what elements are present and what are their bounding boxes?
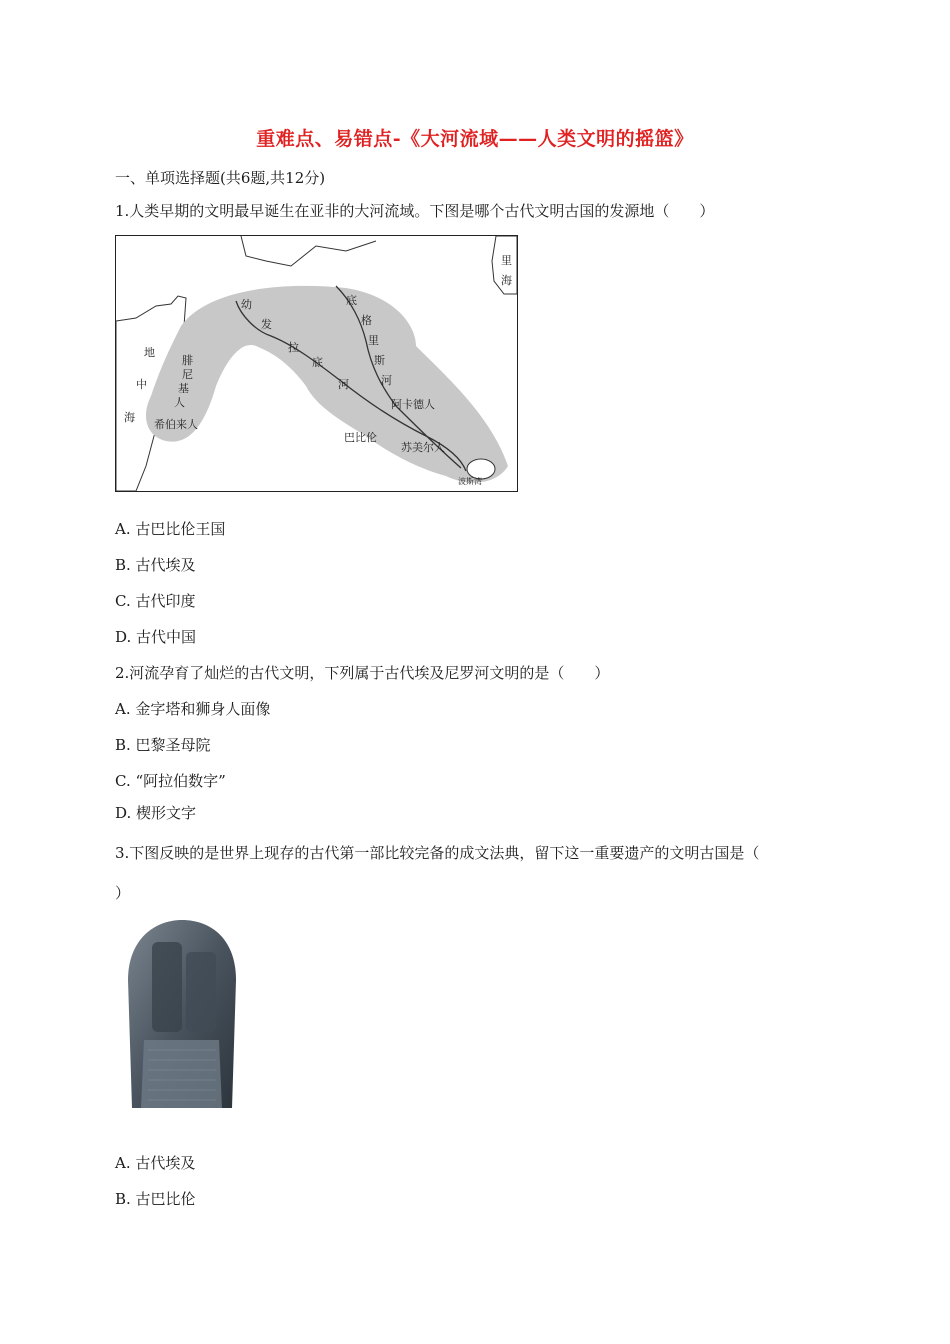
q1-option-b[interactable]: B. 古代埃及: [115, 556, 196, 574]
map-label-ni: 尼: [182, 368, 193, 381]
q2-option-d[interactable]: D. 楔形文字: [115, 804, 197, 822]
map-label-la: 拉: [288, 341, 299, 354]
q3-option-a[interactable]: A. 古代埃及: [115, 1154, 196, 1172]
map-label-fei: 腓: [182, 354, 193, 367]
map-label-li: 里: [368, 334, 379, 347]
question-3-stem-end: ）: [115, 884, 131, 902]
map-label-su-mei-er: 苏美尔人: [401, 441, 445, 454]
map-label-ba-bi-lun: 巴比伦: [344, 431, 377, 444]
map-label-caspian-li: 里: [501, 254, 512, 267]
question-3-stem: 3.下图反映的是世界上现存的古代第一部比较完备的成文法典，留下这一重要遗产的文明古国是（: [115, 844, 760, 862]
map-label-di-2: 底: [346, 294, 357, 307]
map-graphic: [116, 236, 517, 491]
map-label-he-1: 河: [338, 378, 349, 391]
fertile-crescent: [146, 286, 508, 483]
page-title: 重难点、易错点-《大河流域——人类文明的摇篮》: [256, 128, 694, 150]
map-label-xi-bo-lai: 希伯来人: [154, 418, 198, 431]
map-label-caspian-hai: 海: [501, 274, 512, 287]
map-label-bo-si-wan: 波斯湾: [458, 477, 482, 486]
map-label-ren: 人: [174, 396, 185, 409]
q2-option-a[interactable]: A. 金字塔和狮身人面像: [115, 700, 271, 718]
q2-option-c[interactable]: C. “阿拉伯数字”: [115, 772, 226, 790]
question-1-stem: 1.人类早期的文明最早诞生在亚非的大河流域。下图是哪个古代文明古国的发源地（ ）: [115, 202, 715, 220]
map-label-a-ka-de: 阿卡德人: [391, 398, 435, 411]
q1-option-a[interactable]: A. 古巴比伦王国: [115, 520, 226, 538]
hammurabi-stele-image: [124, 920, 239, 1108]
map-label-hai: 海: [124, 411, 135, 424]
map-label-di: 地: [144, 346, 155, 359]
mesopotamia-map: [115, 235, 518, 492]
map-label-si: 斯: [374, 354, 385, 367]
map-label-he-2: 河: [381, 374, 392, 387]
q2-option-b[interactable]: B. 巴黎圣母院: [115, 736, 211, 754]
map-label-zhong: 中: [136, 378, 147, 391]
map-label-fa: 发: [261, 318, 272, 331]
border-line: [241, 236, 376, 266]
map-label-di-1: 底: [312, 356, 323, 369]
question-2-stem: 2.河流孕育了灿烂的古代文明，下列属于古代埃及尼罗河文明的是（ ）: [115, 664, 610, 682]
persian-gulf: [467, 459, 495, 479]
q1-option-c[interactable]: C. 古代印度: [115, 592, 196, 610]
q1-option-d[interactable]: D. 古代中国: [115, 628, 197, 646]
section-heading: 一、单项选择题(共6题,共12分): [115, 169, 326, 187]
map-label-you: 幼: [241, 298, 252, 311]
map-label-ge: 格: [361, 314, 372, 327]
map-label-ji: 基: [178, 382, 189, 395]
q3-option-b[interactable]: B. 古巴比伦: [115, 1190, 196, 1208]
